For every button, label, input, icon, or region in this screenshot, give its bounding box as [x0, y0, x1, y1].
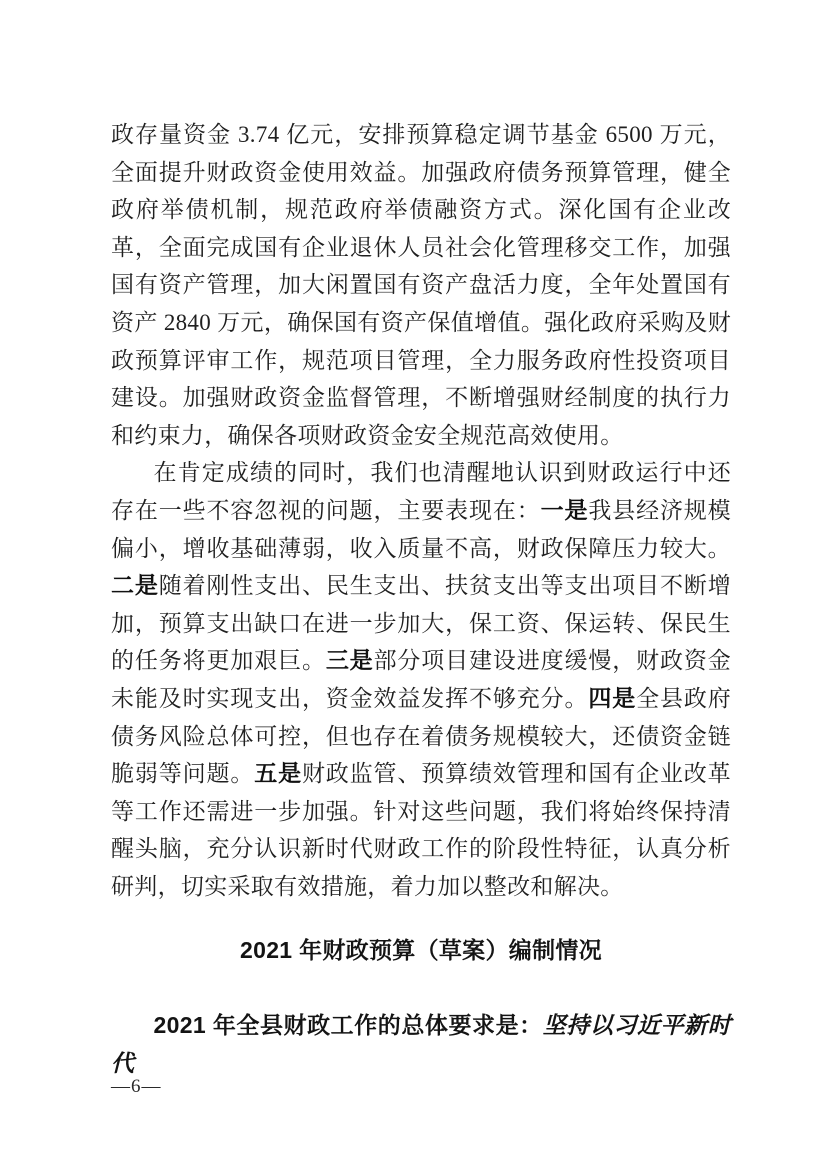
emphasis-marker-five: 五是 — [254, 760, 302, 787]
emphasis-marker-four: 四是 — [588, 684, 637, 711]
paragraph-requirements — [111, 1007, 731, 1082]
problems-item-three: 部分项目建设进度缓慢，财政资金未能及时实现支出，资金效益发挥不够充分。 — [111, 648, 732, 711]
problems-intro: 在肯定成绩的同时，我们也清醒地认识到财政运行中还存在一些不容忽视的问题，主要表现在： — [111, 460, 731, 523]
paragraph-continuation: 政存量资金 3.74 亿元，安排预算稳定调节基金 6500 万元，全面提升财政资金使用效益。加强政府债务预算管理，健全政府举债机制，规范政府举债融资方式。深化国有企业改革，全面完成国有企业退休人员社会化管理移交工作，加强国有资产管理，加大闲置国有资产盘活力度，全年处置国有资产 2840 万元，确保国有资产保值增值。强化政府采购及财政预算评审工作，规范项目管理，全力服务政府性投资项目建设。加强财政资金监督管理，不断增强财经制度的执行力和约束力，确保各项财政资金安全规范高效使用。 — [111, 122, 731, 448]
section-heading: 2021 年财政预算（草案）编制情况 — [240, 937, 602, 964]
problems-item-four: 全县政府债务风险总体可控，但也存在着债务规模较大，还债资金链脆弱等问题。 — [111, 685, 732, 787]
requirements-lead: 2021 年全县财政工作的总体要求是： — [153, 1012, 543, 1039]
paragraph-problems — [111, 454, 731, 905]
emphasis-marker-one: 一是 — [540, 496, 589, 523]
problems-item-two: 随着刚性支出、民生支出、扶贫支出等支出项目不断增加，预算支出缺口在进一步加大，保工资、保运转、保民生的任务将更加艰巨。 — [111, 573, 732, 674]
page-number: —6— — [111, 1076, 162, 1097]
problems-item-five: 财政监管、预算绩效管理和国有企业改革等工作还需进一步加强。针对这些问题，我们将始终保持清醒头脑，充分认识新时代财政工作的阶段性特征，认真分析研判，切实采取有效措施，着力加以整改和解决。 — [111, 761, 731, 899]
body-text-block — [111, 116, 731, 1082]
emphasis-marker-three: 三是 — [325, 647, 374, 674]
emphasis-marker-two: 二是 — [111, 572, 159, 599]
document-content — [111, 116, 731, 1082]
requirements-script-text: 坚持以习近平新时代 — [111, 1013, 731, 1076]
problems-item-one: 我县经济规模偏小，增收基础薄弱，收入质量不高，财政保障压力较大。 — [111, 497, 731, 561]
